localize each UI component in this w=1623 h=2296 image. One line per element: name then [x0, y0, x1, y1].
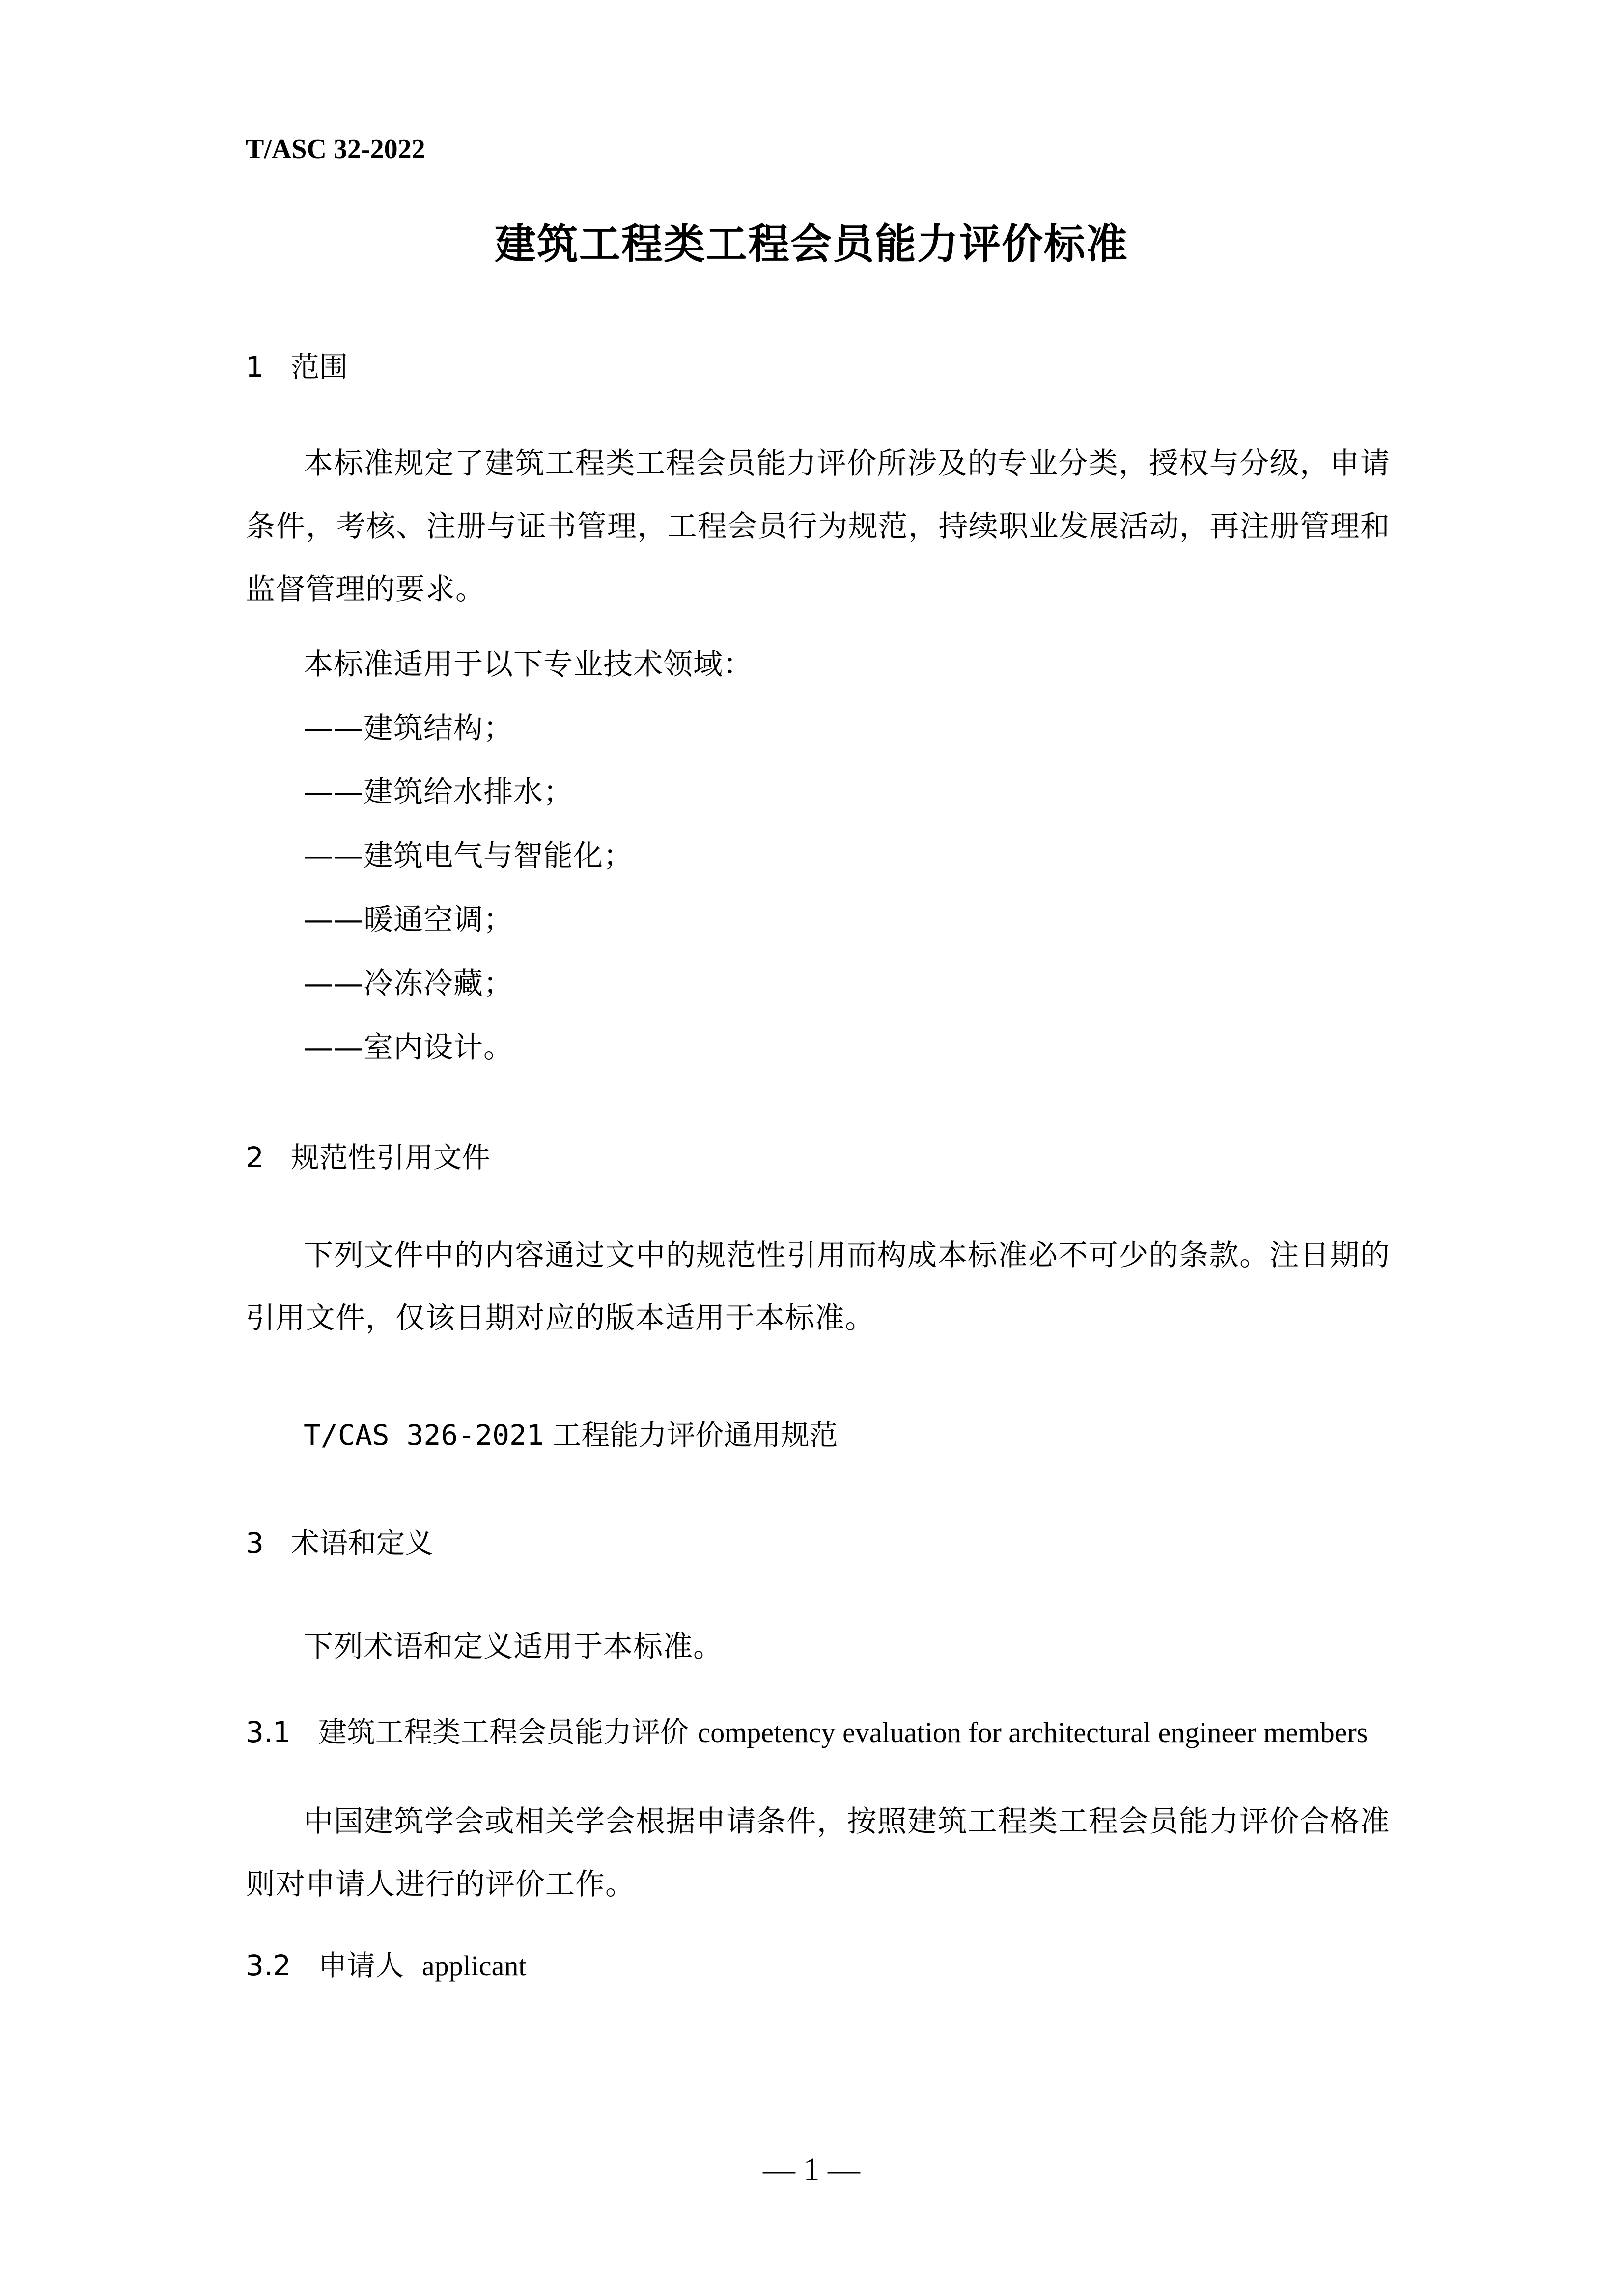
term-3-1 [246, 1709, 1368, 1750]
term-3-1-definition: 中国建筑学会或相关学会根据申请条件，按照建筑工程类工程会员能力评价合格准则对申请人进行的评价工作。 [246, 1804, 1390, 1902]
reference-title: 工程能力评价通用规范 [553, 1418, 838, 1452]
section-2-heading [246, 1134, 490, 1176]
term-3-2-number: 3.2 [246, 1949, 291, 1982]
section-1-paragraph-2: 本标准适用于以下专业技术领域： [304, 647, 753, 682]
section-3-number: 3 [246, 1526, 264, 1560]
section-1-number: 1 [246, 350, 264, 384]
list-item-interior: ——室内设计。 [304, 1030, 513, 1065]
section-2-title: 规范性引用文件 [291, 1141, 491, 1174]
page-number: — 1 — [763, 2152, 860, 2187]
standard-code: T/ASC 32-2022 [246, 134, 425, 165]
section-3-paragraph: 下列术语和定义适用于本标准。 [304, 1630, 723, 1664]
reference-code: T/CAS 326-2021 [304, 1418, 544, 1452]
list-item-hvac: ——暖通空调； [304, 903, 513, 937]
list-item-water: ——建筑给水排水； [304, 775, 573, 809]
section-1-paragraph-1: 本标准规定了建筑工程类工程会员能力评价所涉及的专业分类，授权与分级，申请条件，考核、注册与证书管理，工程会员行为规范，持续职业发展活动，再注册管理和监督管理的要求。 [246, 446, 1390, 607]
normative-reference [304, 1412, 838, 1453]
term-3-1-chinese: 建筑工程类工程会员能力评价 [318, 1715, 689, 1749]
list-item-electrical: ——建筑电气与智能化； [304, 839, 633, 873]
term-3-2-chinese: 申请人 [318, 1949, 404, 1982]
list-item-structure: ——建筑结构； [304, 711, 513, 746]
term-3-1-number: 3.1 [246, 1715, 291, 1749]
section-1-title: 范围 [291, 350, 348, 384]
section-3-heading [246, 1520, 433, 1561]
section-3-title: 术语和定义 [291, 1526, 434, 1560]
section-2-number: 2 [246, 1141, 264, 1174]
term-3-2 [246, 1942, 526, 1984]
term-3-1-english: competency evaluation for architectural engineer members [698, 1716, 1368, 1748]
section-1-heading [246, 344, 348, 385]
term-3-2-english: applicant [421, 1950, 527, 1982]
section-2-paragraph: 下列文件中的内容通过文中的规范性引用而构成本标准必不可少的条款。注日期的引用文件，仅该日期对应的版本适用于本标准。 [246, 1238, 1390, 1335]
list-item-refrigeration: ——冷冻冷藏； [304, 967, 513, 1001]
document-title: 建筑工程类工程会员能力评价标准 [494, 220, 1128, 268]
